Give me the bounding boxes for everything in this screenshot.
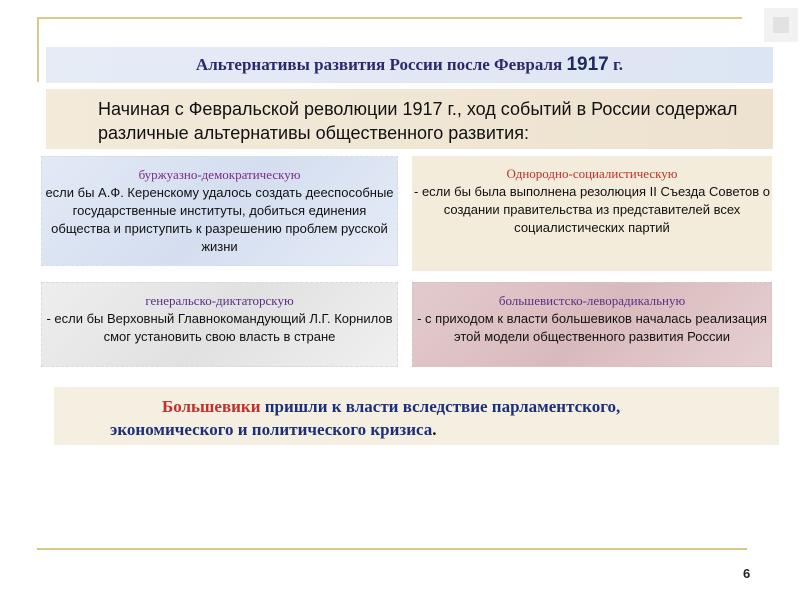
card-heading: генеральско-диктаторскую (145, 293, 294, 308)
conclusion-line-1 (162, 395, 779, 418)
top-rule (37, 17, 742, 19)
card-body: - если бы Верховный Главнокомандующий Л.Г. Корнилов смог установить свою власть в стране (46, 311, 393, 344)
conclusion-highlight: Большевики (162, 397, 261, 416)
title-suffix: г. (608, 55, 624, 74)
title-year: 1917 (566, 54, 609, 75)
card-bourgeois-democratic (41, 156, 398, 266)
title-main: Альтернативы развития России после Февраля (195, 55, 567, 74)
left-rule (37, 17, 39, 82)
slide-title (196, 54, 623, 76)
card-body: - с приходом к власти большевиков началась реализация этой модели общественного развития России (417, 311, 767, 344)
card-heading: большевистско-леворадикальную (498, 293, 686, 308)
corner-decoration (764, 8, 798, 42)
card-heading: буржуазно-демократическую (138, 167, 301, 182)
card-heading: Однородно-социалистическую (506, 166, 678, 181)
card-general-dictatorial (41, 282, 398, 367)
bottom-rule (37, 548, 747, 550)
conclusion-period: . (432, 420, 437, 439)
conclusion-box (54, 387, 779, 445)
card-socialist (412, 156, 772, 271)
card-bolshevik (412, 282, 772, 367)
conclusion-text-1: пришли к власти вследствие парламентского, (260, 397, 621, 416)
card-body: - если бы была выполнена резолюция II Съезда Советов о создании правительства из представителей всех социалистических партий (414, 184, 770, 235)
intro-box (46, 89, 773, 149)
page-number: 6 (743, 566, 751, 581)
slide-title-box (46, 47, 773, 83)
conclusion-line-2 (110, 418, 779, 441)
card-body: если бы А.Ф. Керенскому удалось создать дееспособные государственные институты, добиться единения общества и приступить к разрешению проблем русской жизни (45, 185, 394, 254)
conclusion-text-2: экономического и политического кризиса (110, 420, 433, 439)
intro-text: Начиная с Февральской революции 1917 г., ход событий в России содержал различные альтернативы общественного развития: (98, 99, 738, 143)
